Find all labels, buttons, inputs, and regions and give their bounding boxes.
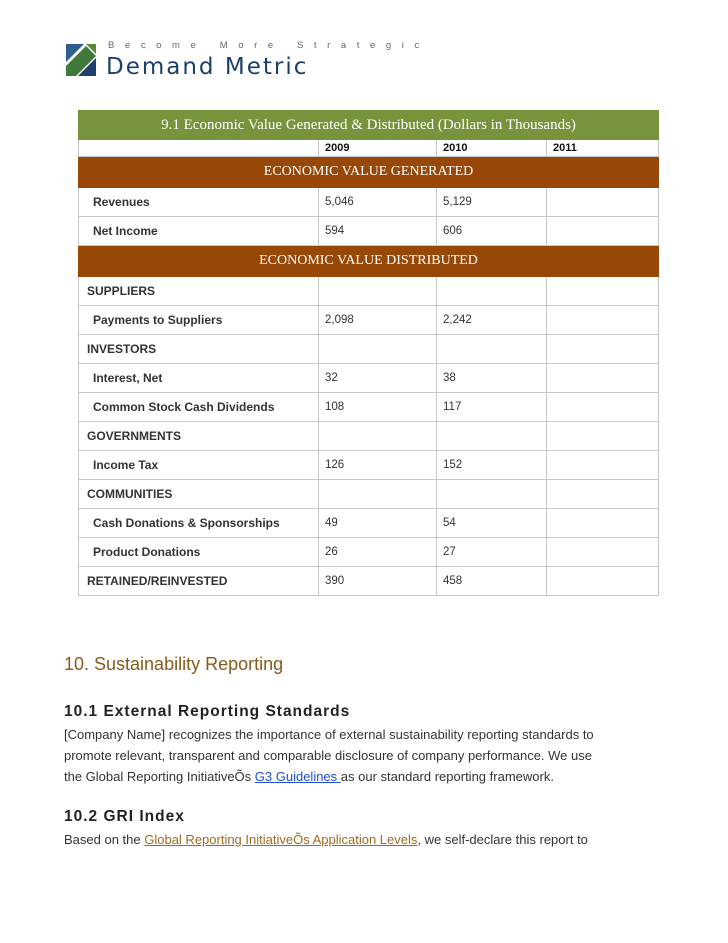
- value-2011: [547, 567, 659, 596]
- table-row: [79, 480, 659, 509]
- row-label: SUPPLIERS: [79, 277, 319, 306]
- row-label: RETAINED/REINVESTED: [79, 567, 319, 596]
- value-2009: 108: [319, 393, 437, 422]
- row-label: COMMUNITIES: [79, 480, 319, 509]
- value-2009: 126: [319, 451, 437, 480]
- value-2009: [319, 335, 437, 364]
- row-label: Interest, Net: [79, 364, 319, 393]
- row-label: INVESTORS: [79, 335, 319, 364]
- value-2010: 117: [437, 393, 547, 422]
- demand-metric-logo: [64, 38, 430, 80]
- row-label: Payments to Suppliers: [79, 306, 319, 335]
- value-2011: [547, 335, 659, 364]
- year-header-empty: [79, 140, 319, 157]
- year-2010: 2010: [437, 140, 547, 157]
- value-2010: 27: [437, 538, 547, 567]
- value-2011: [547, 509, 659, 538]
- value-2010: [437, 480, 547, 509]
- value-2011: [547, 422, 659, 451]
- section-10-2-paragraph: [64, 829, 666, 850]
- value-2009: [319, 480, 437, 509]
- value-2011: [547, 217, 659, 246]
- value-2009: [319, 422, 437, 451]
- generated-section-header: ECONOMIC VALUE GENERATED: [79, 157, 659, 188]
- section-10-1-heading: 10.1 External Reporting Standards: [64, 703, 351, 720]
- row-label: Cash Donations & Sponsorships: [79, 509, 319, 538]
- logo-brand-name: Demand Metric: [106, 54, 309, 80]
- generated-section-row: [79, 157, 659, 188]
- value-2009: [319, 277, 437, 306]
- value-2009: 26: [319, 538, 437, 567]
- table-row: [79, 277, 659, 306]
- value-2011: [547, 480, 659, 509]
- row-label: Common Stock Cash Dividends: [79, 393, 319, 422]
- table-row: [79, 335, 659, 364]
- economic-value-table: [78, 110, 659, 596]
- paragraph-line: [64, 829, 666, 850]
- value-2010: [437, 335, 547, 364]
- paragraph-line: [64, 766, 666, 787]
- value-2010: 54: [437, 509, 547, 538]
- value-2009: 5,046: [319, 188, 437, 217]
- g3-guidelines-link[interactable]: G3 Guidelines: [254, 769, 341, 784]
- text-fragment: the Global Reporting InitiativeÕs: [64, 769, 255, 784]
- value-2011: [547, 277, 659, 306]
- table-row: [79, 567, 659, 596]
- year-2009: 2009: [319, 140, 437, 157]
- value-2011: [547, 538, 659, 567]
- value-2010: [437, 277, 547, 306]
- value-2010: 152: [437, 451, 547, 480]
- value-2011: [547, 306, 659, 335]
- table-row: [79, 422, 659, 451]
- text-fragment: , we self-declare this report to: [417, 832, 588, 847]
- text-fragment: as our standard reporting framework.: [340, 769, 554, 784]
- row-label: Product Donations: [79, 538, 319, 567]
- section-10-1-paragraph: [64, 724, 666, 787]
- table-row: [79, 364, 659, 393]
- table-title: 9.1 Economic Value Generated & Distributed (Dollars in Thousands): [79, 111, 659, 140]
- value-2010: 38: [437, 364, 547, 393]
- section-10-heading: 10. Sustainability Reporting: [64, 654, 284, 674]
- value-2010: 2,242: [437, 306, 547, 335]
- row-label: Income Tax: [79, 451, 319, 480]
- value-2009: 594: [319, 217, 437, 246]
- value-2010: 606: [437, 217, 547, 246]
- table-row: [79, 538, 659, 567]
- text-fragment: Based on the: [64, 832, 145, 847]
- distributed-section-header: ECONOMIC VALUE DISTRIBUTED: [79, 246, 659, 277]
- logo-tagline: Become More Strategic: [108, 40, 430, 51]
- table-row: [79, 509, 659, 538]
- value-2009: 49: [319, 509, 437, 538]
- distributed-section-row: [79, 246, 659, 277]
- section-10-2-heading: 10.2 GRI Index: [64, 808, 185, 825]
- paragraph-line: [Company Name] recognizes the importance of external sustainability reporting standards to: [64, 727, 594, 742]
- value-2010: [437, 422, 547, 451]
- table-row: [79, 451, 659, 480]
- value-2011: [547, 364, 659, 393]
- table-title-row: [79, 111, 659, 140]
- paragraph-line: promote relevant, transparent and comparable disclosure of company performance. We use: [64, 748, 592, 763]
- value-2009: 2,098: [319, 306, 437, 335]
- value-2011: [547, 393, 659, 422]
- value-2009: 390: [319, 567, 437, 596]
- row-label: GOVERNMENTS: [79, 422, 319, 451]
- table-row: [79, 217, 659, 246]
- value-2009: 32: [319, 364, 437, 393]
- value-2010: 5,129: [437, 188, 547, 217]
- value-2010: 458: [437, 567, 547, 596]
- table-row: [79, 188, 659, 217]
- row-label: Revenues: [79, 188, 319, 217]
- gri-application-levels-link[interactable]: Global Reporting InitiativeÕs Application Levels: [144, 832, 418, 847]
- table-row: [79, 306, 659, 335]
- value-2011: [547, 451, 659, 480]
- year-2011: 2011: [547, 140, 659, 157]
- value-2011: [547, 188, 659, 217]
- table-row: [79, 393, 659, 422]
- row-label: Net Income: [79, 217, 319, 246]
- year-header-row: [79, 140, 659, 157]
- logo-leaf-icon: [64, 42, 98, 76]
